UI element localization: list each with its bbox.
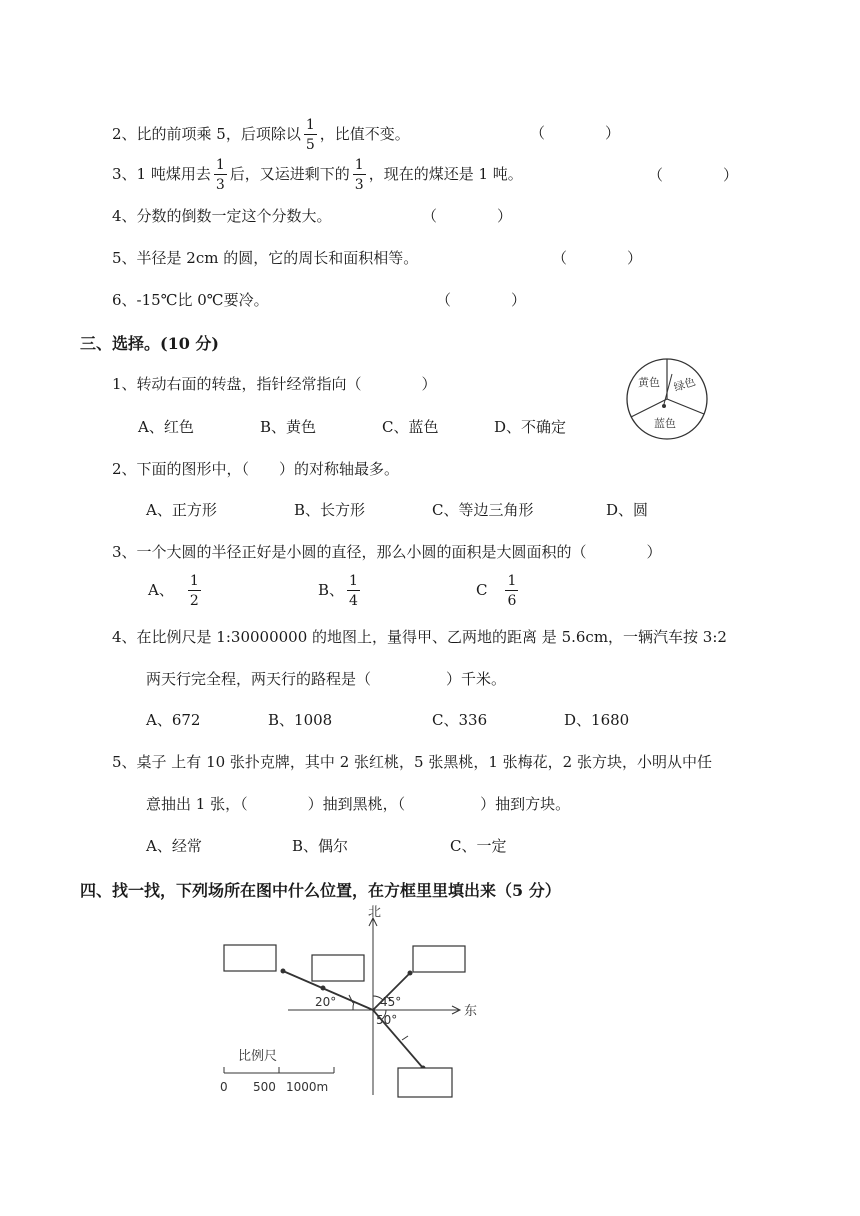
choice-q4-line2: 两天行完全程，两天行的路程是（ ）千米。 [146,670,507,688]
judge-q3: 3、1 吨煤用去 $\frac{1}{3}$ 后，又运进剩下的 $\frac{1}{3}$ ，现在的煤还是 1 吨。 [112,157,523,193]
judge-q2-text-a: 2、比的前项乘 5，后项除以 [112,125,301,143]
choice-q3: 3、一个大圆的半径正好是小圆的直径，那么小圆的面积是大圆面积的（ ） [112,543,662,561]
scale-tick-500: 500 [253,1080,276,1094]
scale-title: 比例尺 [238,1049,278,1064]
option-b[interactable]: B、1008 [268,711,333,729]
answer-blank[interactable]: （ ） [436,291,527,309]
option-d[interactable]: D、1680 [564,711,630,729]
choice-q5-line1: 5、桌子 上有 10 张扑克牌，其中 2 张红桃，5 张黑桃，1 张梅花，2 张方块，小明从中任 [112,753,712,771]
answer-blank[interactable]: （ ） [552,249,643,267]
fraction: $\frac{1}{3}$ [354,157,364,193]
option-c[interactable]: C、一定 [450,837,507,855]
option-c[interactable]: C、336 [432,711,488,729]
fraction: $\frac{1}{5}$ [305,117,315,153]
option-c[interactable]: C、蓝色 [382,418,439,436]
option-b[interactable]: B、长方形 [294,501,366,519]
choice-q4-line1: 4、在比例尺是 1:30000000 的地图上，量得甲、乙两地的距离 是 5.6cm，一辆汽车按 3:2 [112,628,727,646]
option-d[interactable]: D、不确定 [494,418,567,436]
section-3-title: 三、选择。(10 分) [80,334,219,353]
answer-box-southeast[interactable] [398,1068,452,1097]
answer-box-northwest[interactable] [224,945,276,971]
location-map [210,900,500,1100]
spinner-label-yellow: 黄色 [638,376,660,389]
answer-blank[interactable]: （ ） [422,207,513,225]
judge-q2-text-b: ，比值不变。 [319,125,410,143]
option-a[interactable]: A、672 [146,711,201,729]
east-label: 东 [464,1004,478,1019]
answer-blank[interactable]: （ ） [530,124,621,142]
option-c[interactable]: C $\frac{1}{6}$ [476,573,517,609]
choice-q1: 1、转动右面的转盘，指针经常指向（ ） [112,375,437,393]
spinner-diagram [624,356,710,442]
judge-q5: 5、半径是 2cm 的圆，它的周长和面积相等。 [112,249,419,267]
angle-label-northeast: 45° [380,995,402,1009]
option-b[interactable]: B、黄色 [260,418,317,436]
fraction: $\frac{1}{3}$ [215,157,225,193]
fraction: $\frac{1}{2}$ [189,573,199,609]
answer-blank[interactable]: （ ） [648,166,739,184]
spinner-label-blue: 蓝色 [654,417,676,430]
scale-tick-0: 0 [220,1080,228,1094]
option-b[interactable]: B、偶尔 [292,837,349,855]
judge-q2 [112,118,410,152]
fraction: $\frac{1}{6}$ [507,573,517,609]
option-a[interactable]: A、 $\frac{1}{2}$ [148,573,199,609]
spinner-label-green: 绿色 [672,375,698,395]
judge-q4: 4、分数的倒数一定这个分数大。 [112,207,332,225]
fraction: $\frac{1}{4}$ [349,573,358,609]
judge-q6: 6、-15℃比 0℃要冷。 [112,291,269,309]
choice-q5-line2: 意抽出 1 张，（ ）抽到黑桃，（ ）抽到方块。 [146,795,571,813]
angle-label-southeast: 50° [376,1013,398,1027]
answer-box-northeast[interactable] [413,946,465,972]
option-a[interactable]: A、经常 [146,837,202,855]
answer-box-west[interactable] [312,955,364,981]
angle-label-west: 20° [315,995,337,1009]
option-c[interactable]: C、等边三角形 [432,501,534,519]
section-4-title: 四、找一找，下列场所在图中什么位置，在方框里里填出来（5 分） [80,881,561,900]
scale-tick-1000m: 1000m [286,1080,329,1094]
option-b[interactable]: B、 $\frac{1}{4}$ [318,573,358,609]
choice-q2: 2、下面的图形中，（ ）的对称轴最多。 [112,460,400,478]
option-a[interactable]: A、正方形 [146,501,217,519]
north-label: 北 [368,905,382,920]
option-d[interactable]: D、圆 [606,501,649,519]
option-a[interactable]: A、红色 [138,418,194,436]
